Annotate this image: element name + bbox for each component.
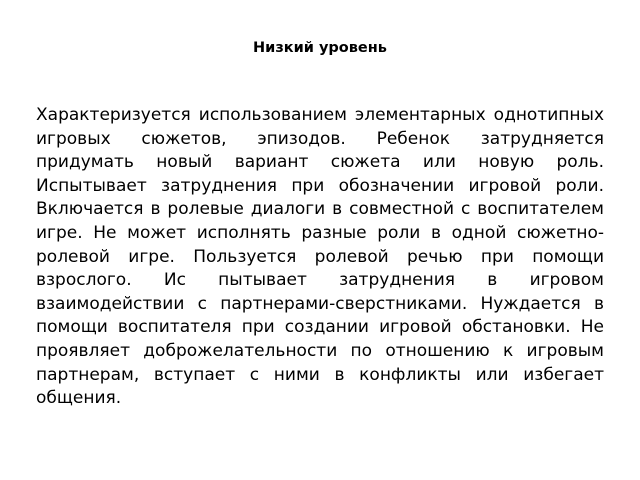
slide-title: Низкий уровень <box>253 40 387 56</box>
slide-body-text: Характеризуется использованием элементарных однотипных игровых сюжетов, эпизодов. Ребенок затрудняется придумать новый вариант сюжета или новую роль. Испытывает затруднения при обозначении игровой роли. Включается в ролевые диалоги в совместной с воспитателем игре. Не может исполнять разные роли в одной сюжетно-ролевой игре. Пользуется ролевой речью при помощи взрослого. Ис пытывает затруднения в игровом взаимодействии с партнерами-сверстниками. Нуждается в помощи воспитателя при создании игровой обстановки. Не проявляет доброжелательности по отношению к игровым партнерам, вступает с ними в конфликты или избегает общения. <box>36 105 604 409</box>
